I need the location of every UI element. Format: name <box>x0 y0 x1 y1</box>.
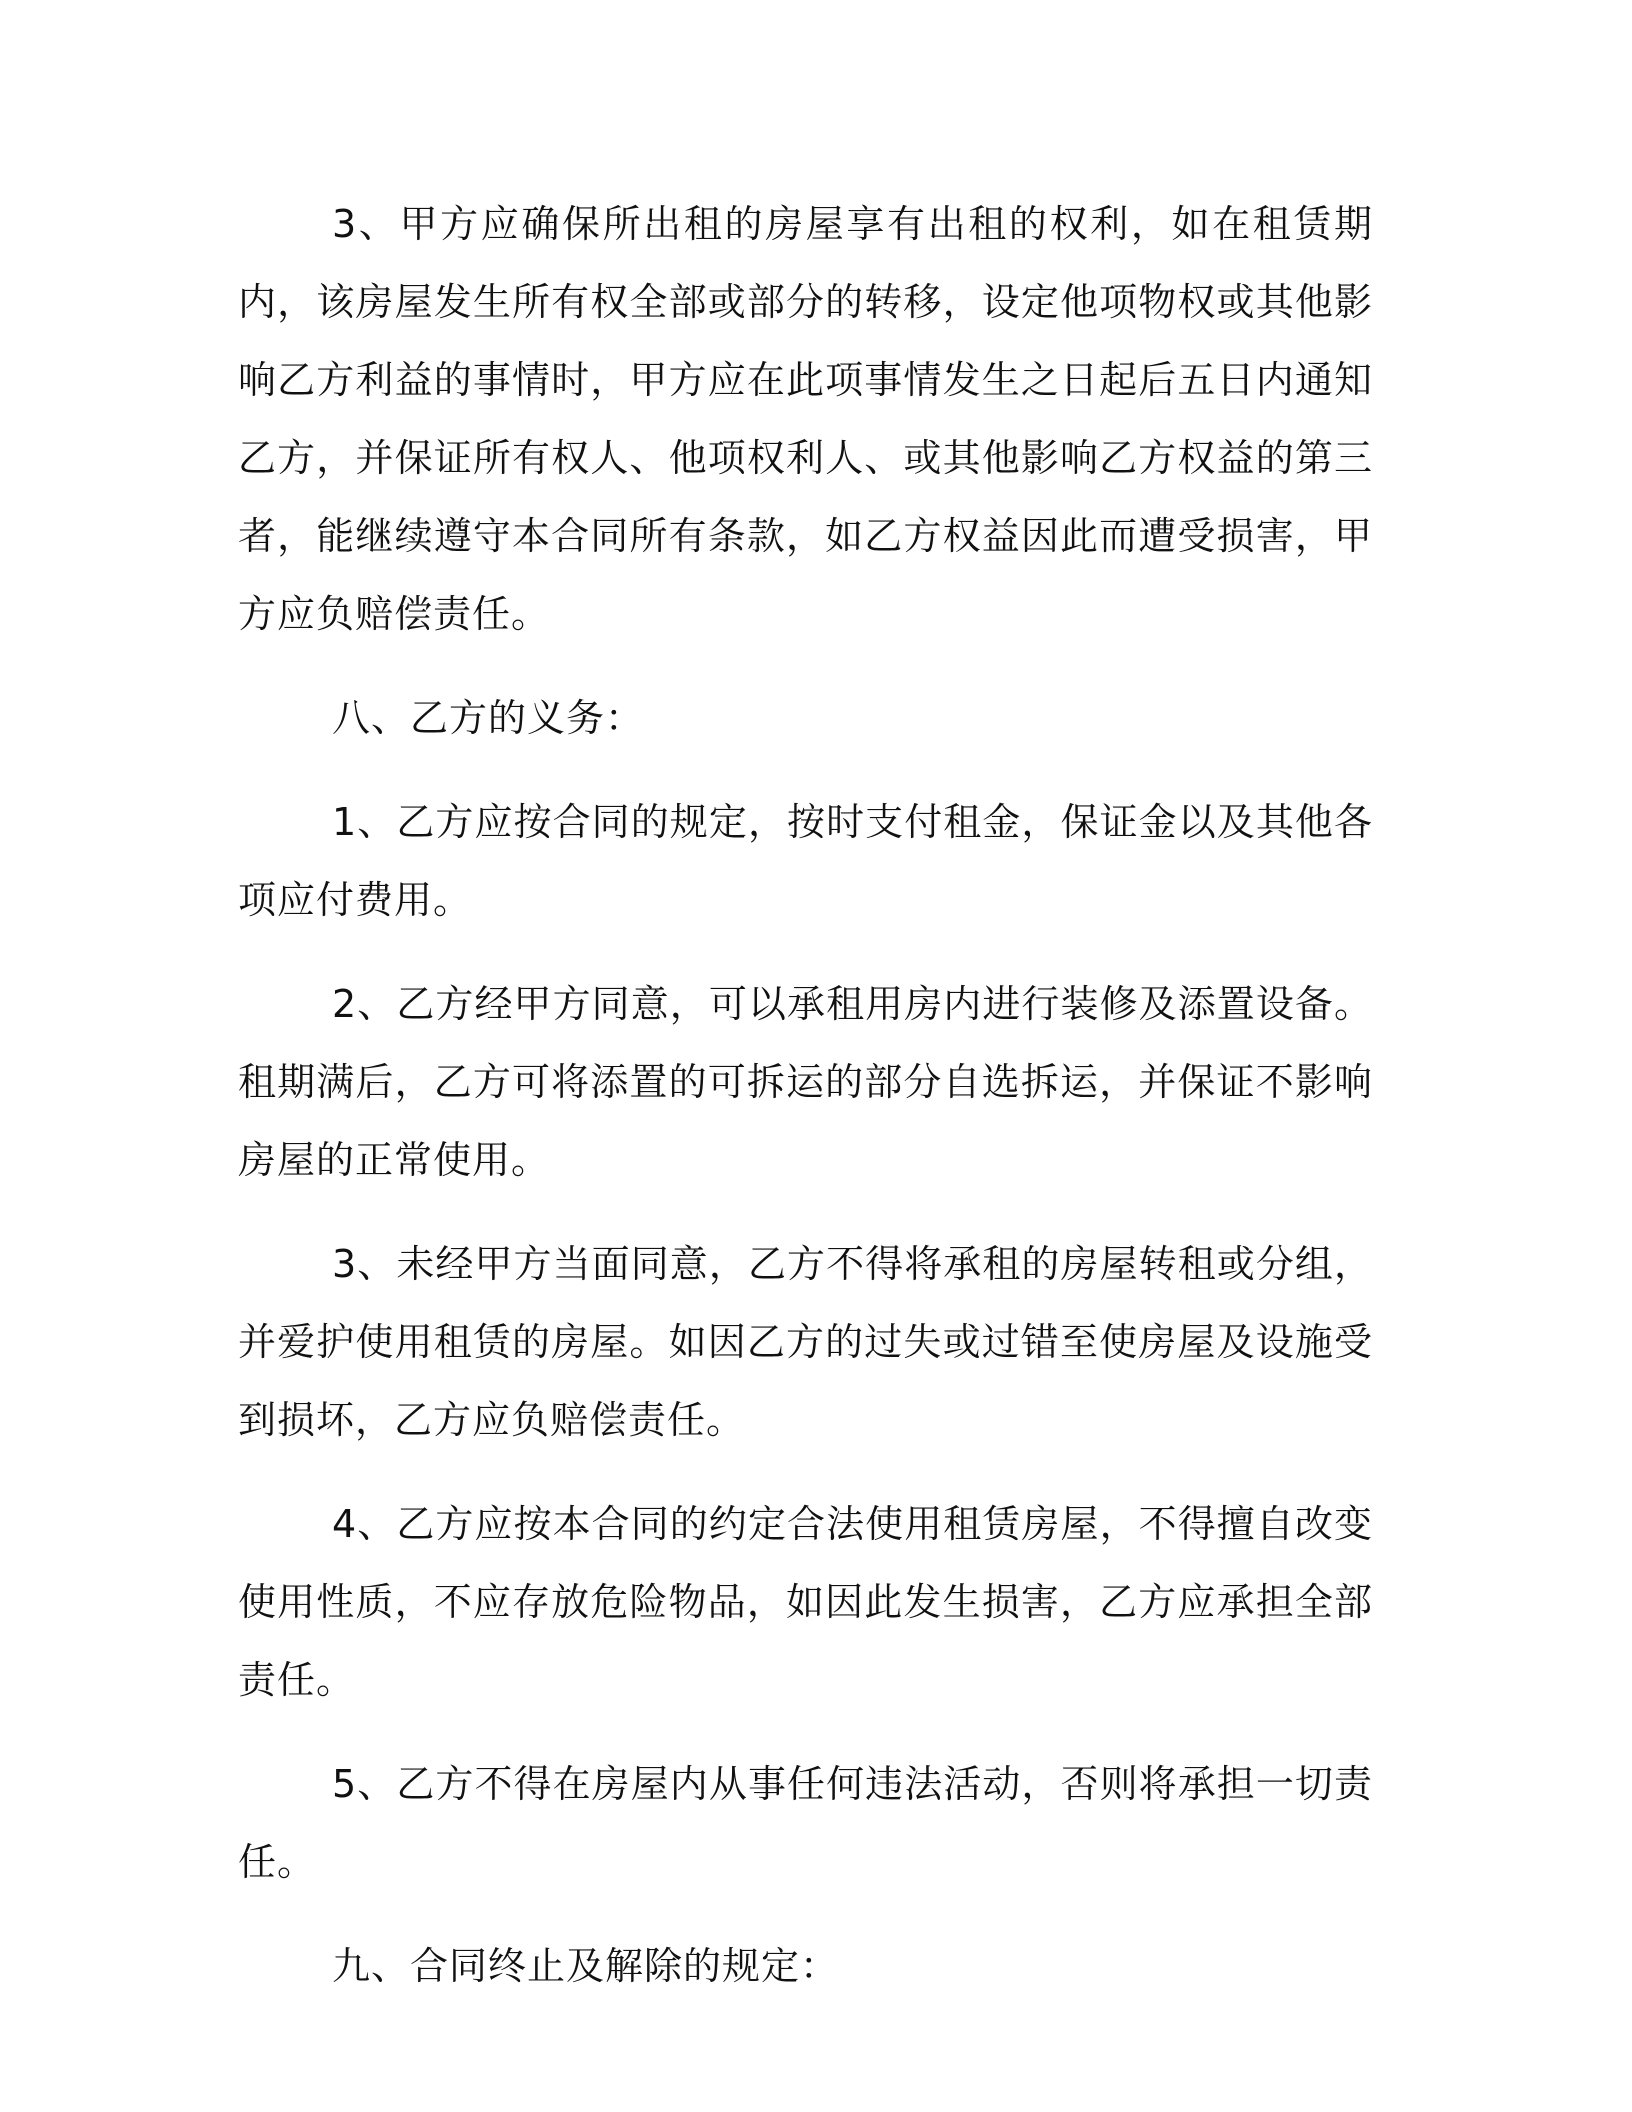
paragraph-lessor-rights-clause-3: 3、甲方应确保所出租的房屋享有出租的权利，如在租赁期内，该房屋发生所有权全部或部分的转移，设定他项物权或其他影响乙方利益的事情时，甲方应在此项事情发生之日起后五日内通知乙方，并保证所有权人、他项权利人、或其他影响乙方权益的第三者，能继续遵守本合同所有条款，如乙方权益因此而遭受损害，甲方应负赔偿责任。 <box>238 202 1373 636</box>
paragraph-lessee-clause-2: 2、乙方经甲方同意，可以承租用房内进行装修及添置设备。租期满后，乙方可将添置的可拆运的部分自选拆运，并保证不影响房屋的正常使用。 <box>238 982 1373 1182</box>
paragraph-lessee-clause-1: 1、乙方应按合同的规定，按时支付租金，保证金以及其他各项应付费用。 <box>238 800 1373 922</box>
section-heading-termination: 九、合同终止及解除的规定： <box>332 1944 840 1988</box>
paragraph-lessee-clause-4: 4、乙方应按本合同的约定合法使用租赁房屋，不得擅自改变使用性质，不应存放危险物品，如因此发生损害，乙方应承担全部责任。 <box>238 1502 1373 1702</box>
paragraph-lessee-clause-5: 5、乙方不得在房屋内从事任何违法活动，否则将承担一切责任。 <box>238 1762 1373 1884</box>
document-body <box>238 185 1373 2031</box>
section-heading-lessee-obligations: 八、乙方的义务： <box>332 696 645 740</box>
paragraph-lessee-clause-3: 3、未经甲方当面同意，乙方不得将承租的房屋转租或分组，并爱护使用租赁的房屋。如因乙方的过失或过错至使房屋及设施受到损坏，乙方应负赔偿责任。 <box>238 1242 1373 1442</box>
